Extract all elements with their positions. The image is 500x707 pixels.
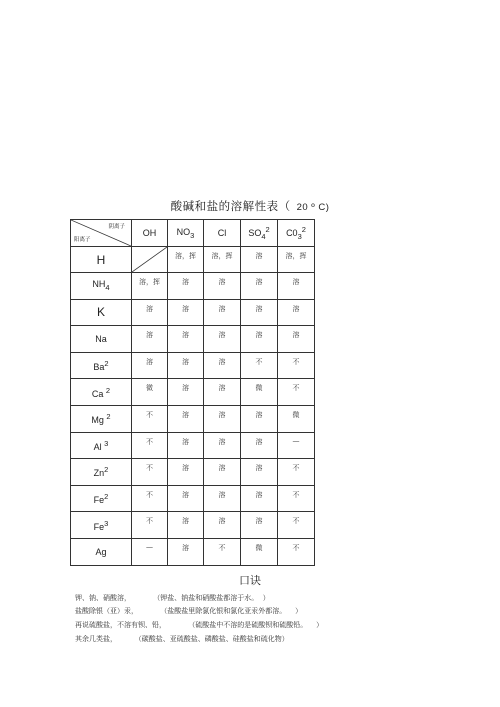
mnemonic-line-2: 盐酸除银（亚）汞， （盐酸盐里除氯化银和氯化亚汞外都溶。 ） [75, 607, 303, 615]
header-row [71, 220, 315, 247]
table-row [71, 326, 315, 353]
cation-base: Al [93, 441, 105, 452]
anion-base: C0 [286, 228, 298, 239]
anion-header [204, 220, 241, 247]
table-row [71, 512, 315, 539]
solubility-cell: 溶 [241, 432, 278, 459]
anion-sub: 3 [297, 231, 302, 241]
solubility-cell: 溶 [241, 273, 278, 300]
cation-base: NH [92, 279, 106, 290]
anion-header [168, 220, 204, 247]
solubility-cell: 微 [132, 379, 168, 406]
cation-cell [71, 485, 132, 512]
anion-header [278, 220, 315, 247]
table-row [71, 459, 315, 486]
anion-base: NO [176, 226, 191, 237]
solubility-cell: 不 [132, 432, 168, 459]
solubility-cell: 溶，挥 [132, 273, 168, 300]
table-row [71, 247, 315, 273]
solubility-cell: 溶 [168, 405, 204, 432]
solubility-cell: 不 [132, 405, 168, 432]
solubility-cell: 不 [204, 538, 241, 565]
anion-label: 阴离子 [108, 224, 125, 230]
solubility-cell: 溶 [168, 459, 204, 486]
solubility-cell: 不 [132, 485, 168, 512]
cation-cell [71, 247, 132, 273]
solubility-cell: 溶 [278, 299, 315, 326]
solubility-cell: 不 [132, 459, 168, 486]
cation-sup: 2 [104, 465, 109, 475]
anion-base: SO [248, 228, 262, 239]
cation-sup: 3 [104, 518, 109, 528]
solubility-cell: 不 [278, 538, 315, 565]
solubility-cell: 微 [278, 405, 315, 432]
cation-sub: 4 [105, 283, 110, 293]
solubility-cell: 微 [241, 379, 278, 406]
solubility-cell: 溶 [204, 485, 241, 512]
cation-base: Na [95, 333, 107, 344]
cation-base: Fe [93, 495, 105, 506]
temperature-label: 20 º C) [296, 202, 330, 213]
cation-cell [71, 299, 132, 326]
solubility-cell: 溶 [241, 247, 278, 273]
solubility-cell: 溶 [204, 273, 241, 300]
mnemonic-line-4: 其余几类盐， （碳酸盐、亚硫酸盐、磷酸盐、硅酸盐和硫化物） [75, 635, 289, 643]
cation-cell [71, 432, 132, 459]
solubility-cell: 不 [278, 352, 315, 379]
table-row [71, 485, 315, 512]
solubility-cell: 溶 [204, 326, 241, 353]
table-row [71, 273, 315, 300]
cation-base: Mg [91, 415, 107, 426]
solubility-cell: 不 [278, 379, 315, 406]
solubility-cell: 溶 [168, 538, 204, 565]
solubility-cell: 溶 [168, 485, 204, 512]
solubility-cell: 不 [132, 512, 168, 539]
anion-base: OH [142, 228, 157, 238]
cation-cell [71, 459, 132, 486]
cation-cell [71, 273, 132, 300]
solubility-cell: 溶 [168, 379, 204, 406]
cation-sup: 2 [104, 359, 109, 369]
solubility-cell: — [132, 538, 168, 565]
solubility-cell: 溶 [241, 299, 278, 326]
solubility-cell: 微 [241, 538, 278, 565]
cation-base: H [96, 252, 106, 267]
mnemonic-line-3: 再说硫酸盐，不溶有钡、铅， （硫酸盐中不溶的是硫酸钡和硫酸铅。 ） [75, 621, 324, 629]
anion-base: Cl [217, 228, 227, 238]
cation-cell [71, 405, 132, 432]
solubility-cell: 溶 [132, 352, 168, 379]
cation-cell [71, 538, 132, 565]
solubility-cell: 不 [278, 512, 315, 539]
solubility-cell: 不 [278, 485, 315, 512]
cation-base: K [96, 305, 105, 320]
cell-diagonal-line [132, 247, 167, 272]
cation-sup: 3 [104, 438, 109, 448]
corner-cell [71, 220, 132, 247]
solubility-cell: 溶 [204, 459, 241, 486]
solubility-cell: 溶 [204, 512, 241, 539]
solubility-cell: 溶 [278, 273, 315, 300]
table-row [71, 405, 315, 432]
cation-base: Ba [93, 362, 105, 373]
solubility-cell: 溶，挥 [204, 247, 241, 273]
empty-diagonal-cell [132, 247, 168, 273]
cation-cell [71, 512, 132, 539]
solubility-cell: 溶 [132, 299, 168, 326]
cation-base: Fe [93, 521, 105, 532]
solubility-cell: 溶 [204, 379, 241, 406]
solubility-cell: 不 [241, 352, 278, 379]
solubility-cell: 溶 [241, 459, 278, 486]
table-row [71, 538, 315, 565]
solubility-cell: 溶 [241, 405, 278, 432]
solubility-cell: 溶 [168, 326, 204, 353]
anion-sub: 4 [261, 231, 266, 241]
solubility-cell: 溶 [278, 326, 315, 353]
solubility-cell: 溶 [168, 299, 204, 326]
cation-base: Ag [95, 546, 107, 557]
solubility-cell: 溶 [204, 405, 241, 432]
mnemonic-line-1: 钾、钠、硝酸溶， （钾盐、钠盐和硝酸盐都溶于水。 ） [75, 594, 270, 602]
solubility-cell: 溶 [204, 352, 241, 379]
solubility-cell: 溶 [168, 273, 204, 300]
table-row [71, 432, 315, 459]
solubility-cell: 溶 [168, 512, 204, 539]
title-text: 酸碱和盐的溶解性表（ [170, 199, 291, 213]
table-row [71, 299, 315, 326]
solubility-cell: 溶 [241, 326, 278, 353]
solubility-cell: 溶 [204, 432, 241, 459]
solubility-cell: 溶 [241, 512, 278, 539]
cation-sup: 2 [105, 385, 111, 395]
anion-sub: 3 [190, 230, 195, 240]
table-row [71, 379, 315, 406]
cation-label: 阳离子 [74, 237, 91, 243]
anion-sup: 2 [265, 225, 270, 235]
solubility-cell: 溶 [204, 299, 241, 326]
solubility-table [70, 219, 315, 566]
solubility-cell: 溶 [168, 432, 204, 459]
cation-sup: 2 [106, 412, 111, 422]
table-row [71, 352, 315, 379]
anion-header [132, 220, 168, 247]
solubility-cell: 溶，挥 [168, 247, 204, 273]
cation-cell [71, 352, 132, 379]
solubility-cell: 溶 [241, 485, 278, 512]
solubility-cell: 不 [278, 459, 315, 486]
cation-cell [71, 379, 132, 406]
solubility-cell: 溶 [168, 352, 204, 379]
solubility-cell: — [278, 432, 315, 459]
cation-cell [71, 326, 132, 353]
mnemonic-title: 口诀 [239, 574, 261, 587]
table-title [0, 198, 500, 214]
solubility-cell: 溶，挥 [278, 247, 315, 273]
cation-base: Ca [91, 388, 106, 399]
cation-base: Zn [93, 468, 105, 479]
cation-sup: 2 [104, 492, 109, 502]
anion-sup: 2 [301, 225, 306, 235]
anion-header [241, 220, 278, 247]
solubility-cell: 溶 [132, 326, 168, 353]
